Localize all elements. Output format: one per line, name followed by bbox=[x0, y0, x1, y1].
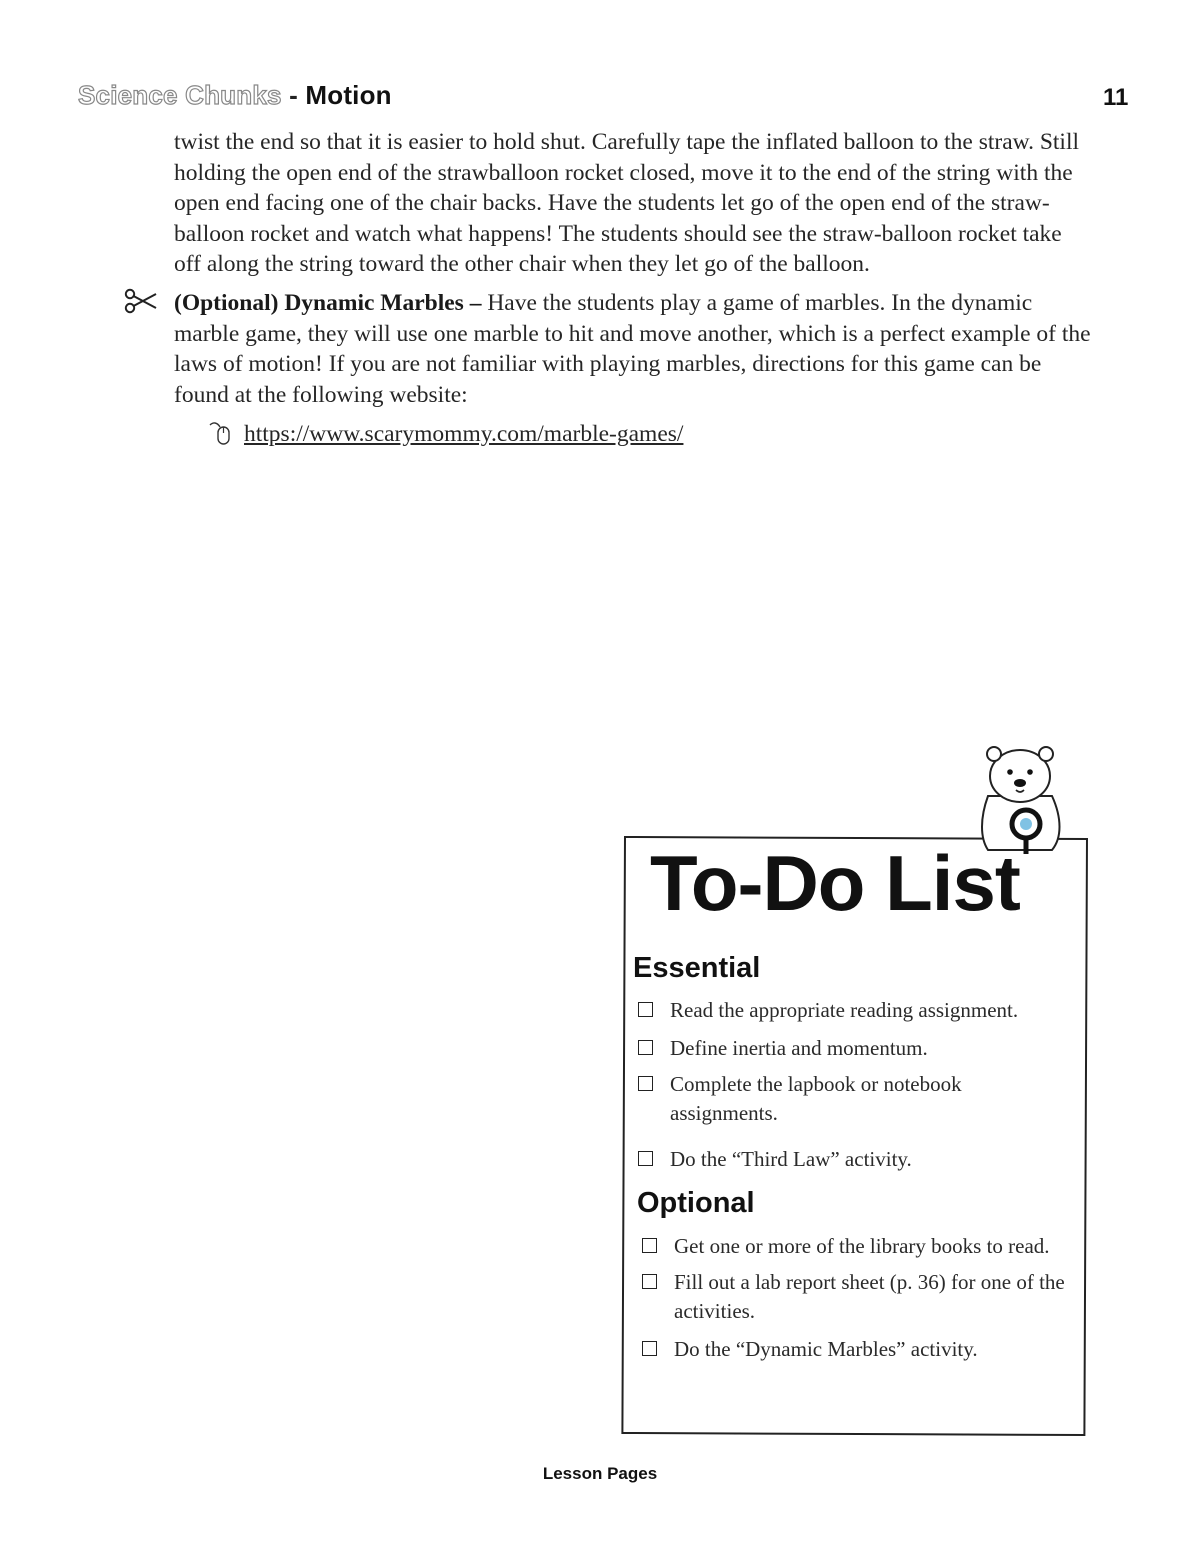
activity-paragraph bbox=[174, 288, 1094, 410]
essential-item bbox=[638, 1145, 1078, 1174]
header-separator: - bbox=[281, 80, 306, 110]
page-number: 11 bbox=[1103, 84, 1129, 111]
marble-games-link[interactable]: https://www.scarymommy.com/marble-games/ bbox=[244, 420, 684, 447]
website-link-row bbox=[208, 418, 683, 450]
footer-label: Lesson Pages bbox=[542, 1464, 658, 1483]
mouse-icon bbox=[208, 421, 234, 447]
checkbox[interactable] bbox=[642, 1274, 657, 1289]
optional-item bbox=[642, 1268, 1072, 1326]
checkbox[interactable] bbox=[638, 1151, 653, 1166]
activity-text: Have the students play a game of marbles. In the dynamic marble game, they will use one marble to hit and move another, which is a perfect example of the laws of motion! If you are not familiar with playing marbles, directions for this game can be found at the following website: bbox=[174, 290, 1091, 408]
todo-item-text: Do the “Dynamic Marbles” activity. bbox=[674, 1337, 978, 1361]
todo-item-text: Fill out a lab report sheet (p. 36) for one of the activities. bbox=[674, 1270, 1065, 1323]
instruction-paragraph: twist the end so that it is easier to hold shut. Carefully tape the inflated balloon to the straw. Still holding the open end of the strawballoon rocket closed, move it to the end of the string with the open end facing one of the chair backs. Have the students let go of the open end of the straw-balloon rocket and watch what happens! The students should see the straw-balloon rocket take off along the string toward the other chair when they let go of the balloon. bbox=[174, 129, 1080, 277]
checkbox[interactable] bbox=[642, 1341, 657, 1356]
checkbox[interactable] bbox=[638, 1002, 653, 1017]
running-header bbox=[78, 80, 392, 111]
series-title: Science Chunks bbox=[78, 80, 282, 110]
todo-item-text: Complete the lapbook or notebook assignments. bbox=[670, 1072, 962, 1125]
todo-title: To-Do List bbox=[650, 839, 1020, 927]
essential-item bbox=[638, 996, 1078, 1025]
optional-item bbox=[642, 1335, 1082, 1364]
essential-item bbox=[638, 1070, 1018, 1128]
checkbox[interactable] bbox=[638, 1076, 653, 1091]
checkbox[interactable] bbox=[638, 1040, 653, 1055]
optional-item bbox=[642, 1232, 1082, 1261]
checkbox[interactable] bbox=[642, 1238, 657, 1253]
optional-heading: Optional bbox=[637, 1187, 755, 1219]
topic-title: Motion bbox=[305, 80, 392, 110]
todo-item-text: Get one or more of the library books to read. bbox=[674, 1234, 1050, 1258]
essential-item bbox=[638, 1034, 1078, 1063]
todo-item-text: Do the “Third Law” activity. bbox=[670, 1147, 912, 1171]
scissors-icon bbox=[124, 288, 158, 314]
activity-title: (Optional) Dynamic Marbles – bbox=[174, 290, 482, 316]
todo-item-text: Define inertia and momentum. bbox=[670, 1036, 928, 1060]
todo-item-text: Read the appropriate reading assignment. bbox=[670, 998, 1019, 1022]
essential-heading: Essential bbox=[633, 952, 761, 984]
